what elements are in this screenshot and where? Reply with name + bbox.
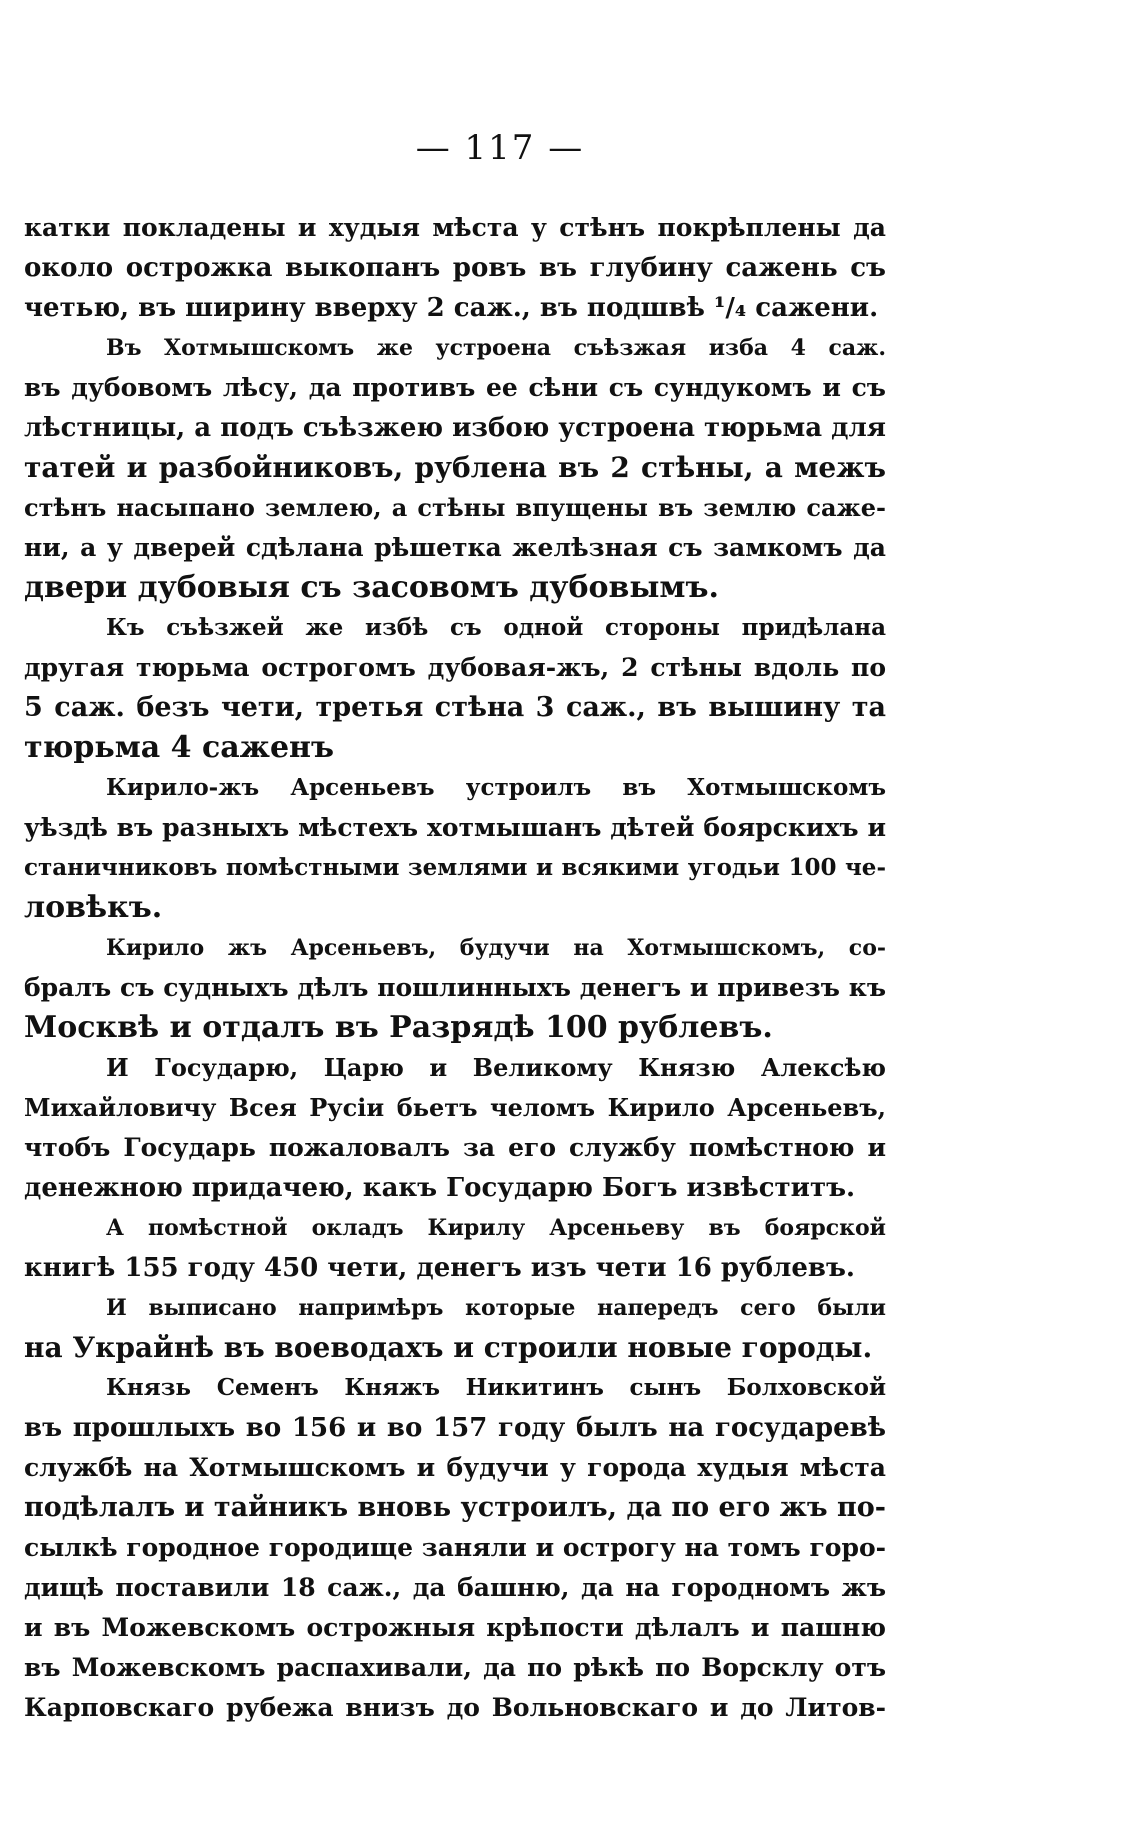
text-line: Къ съѣзжей же избѣ съ одной стороны придѣлана [106, 614, 886, 641]
text-line: ловѣкъ. [24, 890, 163, 925]
text-line: тюрьма 4 саженъ [24, 730, 335, 765]
text-line: Карповскаго рубежа внизъ до Вольновскаго и до Литов- [24, 1693, 886, 1722]
text-line: въ Можевскомъ распахивали, да по рѣкѣ по Ворсклу отъ [24, 1653, 886, 1682]
text-line: книгѣ 155 году 450 чети, денегъ изъ чети 16 рублевъ. [24, 1253, 855, 1283]
text-line: въ прошлыхъ во 156 и во 157 году былъ на государевѣ [24, 1413, 886, 1443]
text-line: А помѣстной окладъ Кирилу Арсеньеву въ боярской [106, 1215, 886, 1241]
text-line: станичниковъ помѣстными землями и всякими угодьи 100 че- [24, 854, 886, 881]
body-text [24, 208, 886, 1728]
text-line: катки покладены и худыя мѣста у стѣнъ покрѣплены да [24, 213, 886, 242]
text-line: службѣ на Хотмышскомъ и будучи у города худыя мѣста [24, 1453, 886, 1482]
text-line: Въ Хотмышскомъ же устроена съѣзжая изба 4 саж. [106, 335, 886, 361]
text-line: ни, а у дверей сдѣлана рѣшетка желѣзная съ замкомъ да [24, 533, 886, 562]
text-line: денежною придачею, какъ Государю Богъ извѣститъ. [24, 1173, 856, 1203]
text-line: чтобъ Государь пожаловалъ за его службу помѣстною и [24, 1133, 886, 1162]
text-line: Кирило жъ Арсеньевъ, будучи на Хотмышскомъ, со- [106, 935, 886, 961]
text-line: четью, въ ширину вверху 2 саж., въ подшвѣ ¹/₄ сажени. [24, 293, 879, 323]
text-line: въ дубовомъ лѣсу, да противъ ее сѣни съ сундукомъ и съ [24, 373, 886, 402]
text-line: И выписано напримѣръ которые напередъ сего были [106, 1295, 886, 1321]
text-line: лѣстницы, а подъ съѣзжею избою устроена тюрьма для [24, 413, 886, 443]
text-line: дищѣ поставили 18 саж., да башню, да на городномъ жъ [24, 1573, 886, 1602]
text-line: и въ Можевскомъ острожныя крѣпости дѣлалъ и пашню [24, 1613, 886, 1642]
text-line: Михайловичу Всея Русіи бьетъ челомъ Кирило Арсеньевъ, [24, 1093, 886, 1122]
text-line: на Украйнѣ въ воеводахъ и строили новые городы. [24, 1331, 873, 1364]
text-line: Кирило-жъ Арсеньевъ устроилъ въ Хотмышскомъ [106, 774, 886, 801]
text-line: уѣздѣ въ разныхъ мѣстехъ хотмышанъ дѣтей боярскихъ и [24, 813, 886, 842]
text-line: И Государю, Царю и Великому Князю Алексѣю [106, 1053, 886, 1082]
text-line: Москвѣ и отдалъ въ Разрядѣ 100 рублевъ. [24, 1010, 773, 1045]
text-line: Князь Семенъ Княжъ Никитинъ сынъ Болховской [106, 1374, 886, 1401]
text-line: двери дубовыя съ засовомъ дубовымъ. [24, 570, 719, 605]
text-line: сылкѣ городное городище заняли и острогу на томъ горо- [24, 1533, 886, 1562]
text-line: 5 саж. безъ чети, третья стѣна 3 саж., въ вышину та [24, 692, 886, 723]
page-number: — 117 — [415, 128, 585, 168]
text-line: подѣлалъ и тайникъ вновь устроилъ, да по его жъ по- [24, 1492, 886, 1523]
text-line: другая тюрьма острогомъ дубовая-жъ, 2 стѣны вдоль по [24, 653, 886, 682]
text-line: татей и разбойниковъ, рублена въ 2 стѣны, а межъ [24, 451, 886, 484]
text-line: стѣнъ насыпано землею, а стѣны впущены въ землю саже- [24, 493, 886, 522]
text-line: около острожка выкопанъ ровъ въ глубину сажень съ [24, 253, 886, 283]
text-line: бралъ съ судныхъ дѣлъ пошлинныхъ денегъ и привезъ къ [24, 973, 886, 1002]
